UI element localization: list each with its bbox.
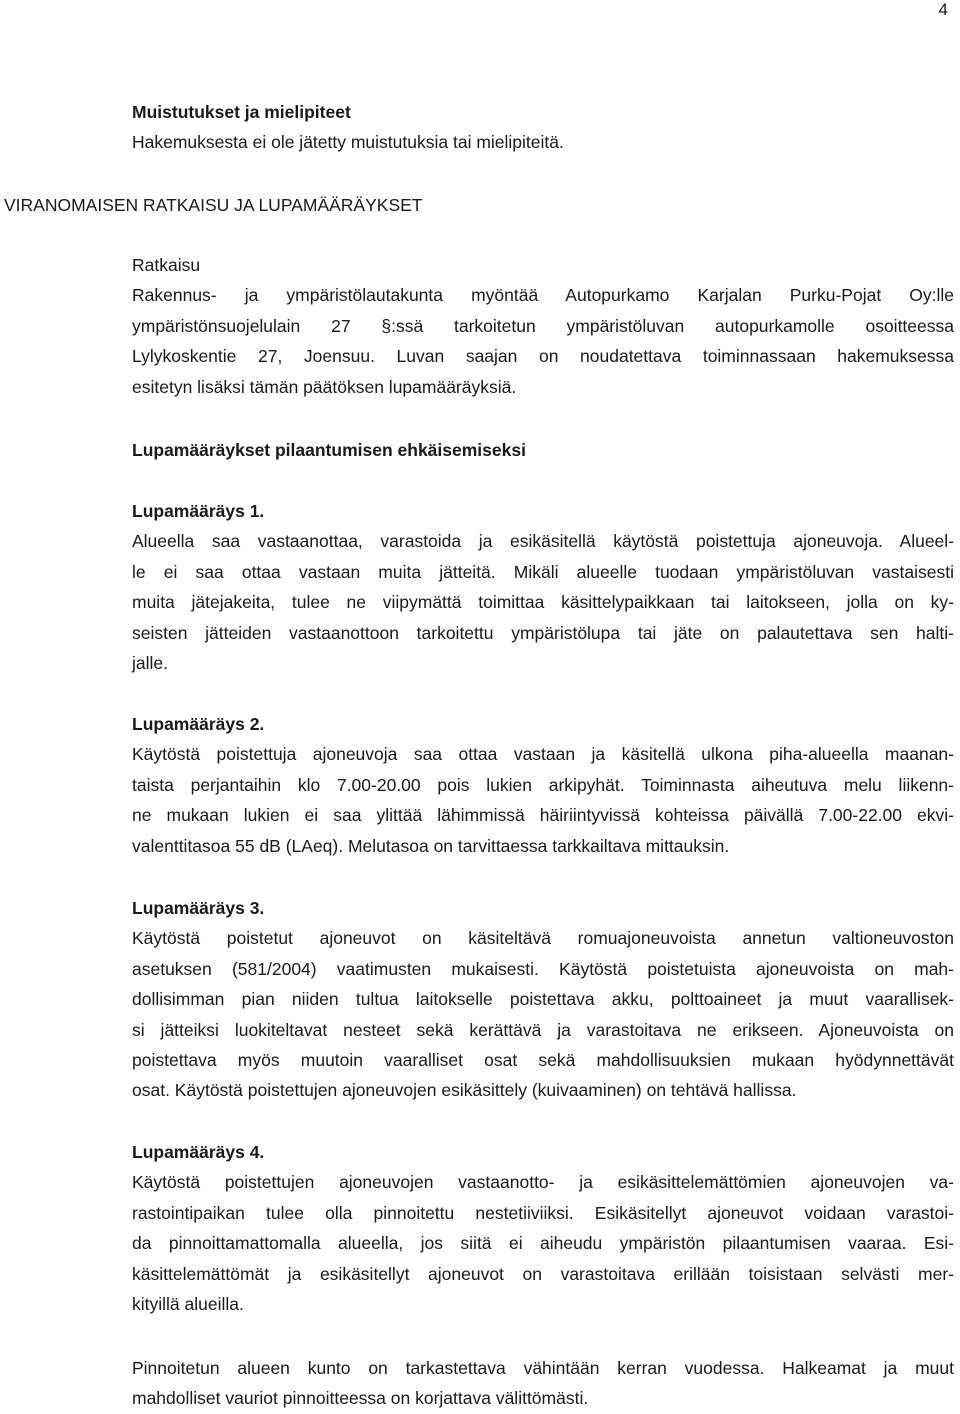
decision-heading: Ratkaisu <box>132 255 201 275</box>
closing-paragraph <box>132 1353 954 1414</box>
regulation-line: Alueella saa vastaanottaa, varastoida ja esikäsitellä käytöstä poistettuja ajoneuvoja. Alueel- <box>132 531 954 552</box>
comments-section <box>132 97 954 158</box>
regulation-line: Käytöstä poistettujen ajoneuvojen vastaanotto- ja esikäsittelemättömien ajoneuvojen va- <box>132 1172 954 1193</box>
regulation-3 <box>132 893 954 1106</box>
regulation-line: seisten jätteiden vastaanottoon tarkoitettu ympäristölupa tai jäte on palautettava sen halti- <box>132 622 954 643</box>
regulation-line: muita jätejakeita, tulee ne viipymättä toimittaa käsittelypaikkaan tai laitokseen, jolla on ky- <box>132 592 954 613</box>
decision-line: ympäristönsuojelulain 27 §:ssä tarkoitetun ympäristöluvan autopurkamolle osoitteessa <box>132 315 954 336</box>
regulation-line: Käytöstä poistetut ajoneuvot on käsiteltävä romuajoneuvoista annetun valtioneuvoston <box>132 928 954 949</box>
decision-line: Rakennus- ja ympäristölautakunta myöntää Autopurkamo Karjalan Purku-Pojat Oy:lle <box>132 285 954 306</box>
regulation-line: poistettava myös muutoin vaaralliset osat sekä mahdollisuuksien mukaan hyödynnettävät <box>132 1050 954 1071</box>
decision-line: Lylykoskentie 27, Joensuu. Luvan saajan on noudatettava toiminnassaan hakemuksessa <box>132 346 954 367</box>
main-heading: VIRANOMAISEN RATKAISU JA LUPAMÄÄRÄYKSET <box>4 195 423 215</box>
regulation-1 <box>132 496 954 678</box>
regulation-line: valenttitasoa 55 dB (LAeq). Melutasoa on tarvittaessa tarkkailtava mittauksin. <box>132 835 730 856</box>
regulation-line: ne mukaan lukien ei saa ylittää lähimmissä häiriintyvissä kohteissa päivällä 7.00-22.00 ekvi- <box>132 805 954 826</box>
regulation-title: Lupamääräys 1. <box>132 501 265 521</box>
decision-section <box>132 250 954 402</box>
regulation-line: dollisimman pian niiden tultua laitokselle poistettava akku, polttoaineet ja muut vaarallisek- <box>132 989 954 1010</box>
regulation-title: Lupamääräys 4. <box>132 1142 265 1162</box>
comments-heading: Muistutukset ja mielipiteet <box>132 102 351 122</box>
closing-line: mahdolliset vauriot pinnoitteessa on korjattava välittömästi. <box>132 1388 589 1409</box>
comments-text: Hakemuksesta ei ole jätetty muistutuksia tai mielipiteitä. <box>132 132 564 153</box>
regulation-line: le ei saa ottaa vastaan muita jätteitä. Mikäli alueelle tuodaan ympäristöluvan vastaisesti <box>132 561 954 582</box>
regulation-line: osat. Käytöstä poistettujen ajoneuvojen esikäsittely (kuivaaminen) on tehtävä hallissa. <box>132 1080 797 1101</box>
regulation-line: da pinnoittamattomalla alueella, jos siitä ei aiheudu ympäristön pilaantumisen vaaraa. Esi- <box>132 1233 954 1254</box>
regulation-line: si jätteiksi luokiteltavat nesteet sekä kerättävä ja varastoitava ne erikseen. Ajoneuvoista on <box>132 1019 954 1040</box>
regulation-2 <box>132 709 954 861</box>
regulation-line: käsittelemättömät ja esikäsitellyt ajoneuvot on varastoitava erillään toisistaan selvästi mer- <box>132 1263 954 1284</box>
regulation-line: asetuksen (581/2004) vaatimusten mukaisesti. Käytöstä poistetuista ajoneuvoista on mah- <box>132 958 954 979</box>
regulation-line: jalle. <box>132 653 168 674</box>
regulation-line: rastointipaikan tulee olla pinnoitettu nestetiiviiksi. Esikäsitellyt ajoneuvot voidaan varastoi- <box>132 1202 954 1223</box>
regulation-title: Lupamääräys 2. <box>132 714 265 734</box>
regulation-line: Käytöstä poistettuja ajoneuvoja saa ottaa vastaan ja käsitellä ulkona piha-alueella maanan- <box>132 744 954 765</box>
regulation-line: kityillä alueilla. <box>132 1294 244 1315</box>
decision-line: esitetyn lisäksi tämän päätöksen lupamääräyksiä. <box>132 376 517 397</box>
page-number: 4 <box>938 0 948 19</box>
closing-line: Pinnoitetun alueen kunto on tarkastettava vähintään kerran vuodessa. Halkeamat ja muut <box>132 1358 954 1378</box>
regulation-line: taista perjantaihin klo 7.00-20.00 pois lukien arkipyhät. Toiminnasta aiheutuva melu liikenn- <box>132 774 954 795</box>
regulation-4 <box>132 1137 954 1319</box>
regulations-heading: Lupamääräykset pilaantumisen ehkäisemiseksi <box>132 440 526 460</box>
regulation-title: Lupamääräys 3. <box>132 898 265 918</box>
